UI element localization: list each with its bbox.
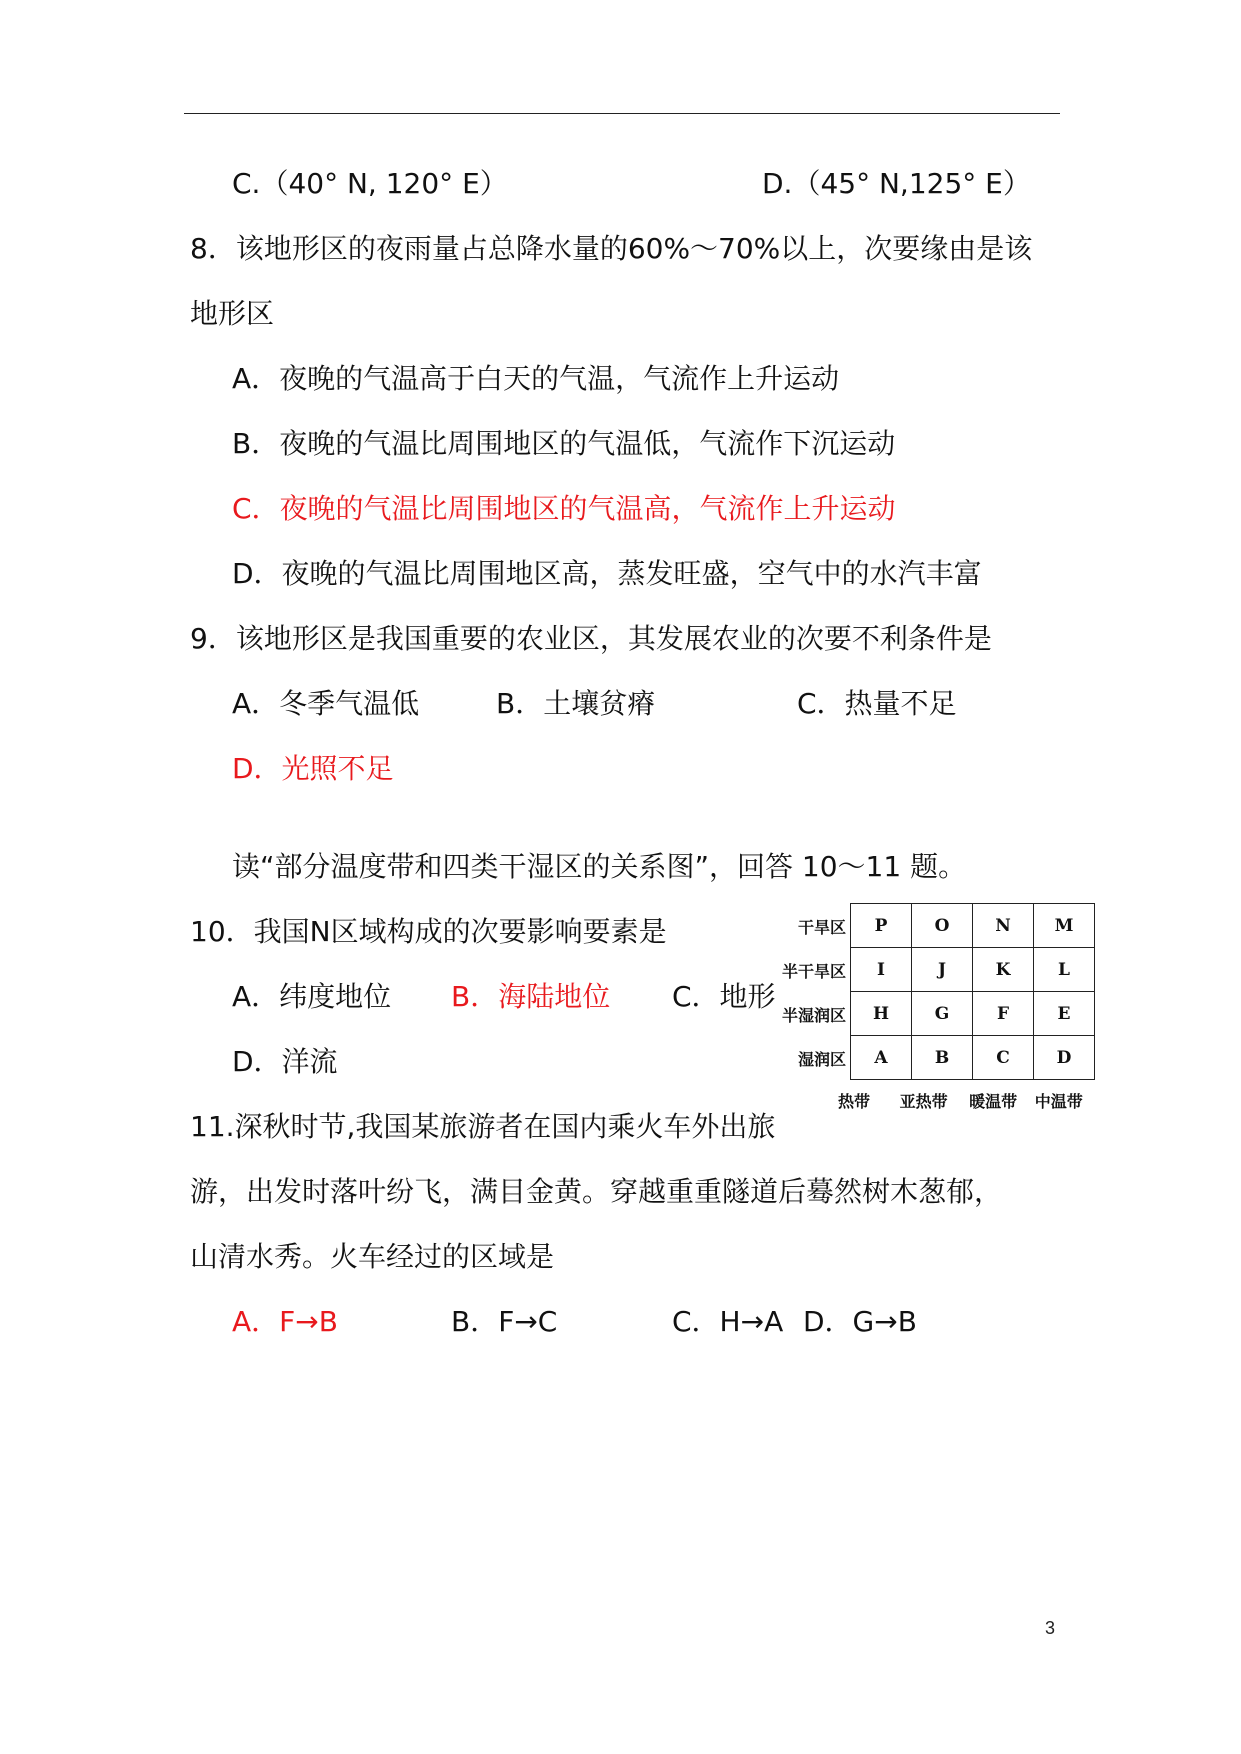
zone-grid xyxy=(850,903,1095,1080)
zone-row-humid xyxy=(851,1036,1095,1080)
q9-stem: 9．该地形区是我国重要的农业区，其发展农业的次要不利条件是 xyxy=(190,622,992,655)
q8-option-d: D．夜晚的气温比周围地区高，蒸发旺盛，空气中的水汽丰富 xyxy=(232,557,982,590)
q7-option-d: D.（45° N,125° E） xyxy=(762,167,1031,200)
q11-stem-line1: 11.深秋时节,我国某旅游者在国内乘火车外出旅 xyxy=(190,1110,776,1143)
q11-option-a-answer: A．F→B xyxy=(232,1305,338,1338)
zone-cell: M xyxy=(1034,904,1095,948)
zone-cell: C xyxy=(973,1036,1034,1080)
zone-cell: E xyxy=(1034,992,1095,1036)
col-label-subtropical: 亚热带 xyxy=(899,1092,948,1111)
q9-option-c: C．热量不足 xyxy=(797,687,957,720)
zone-cell: K xyxy=(973,948,1034,992)
zone-cell: A xyxy=(851,1036,912,1080)
row-label-semi-arid: 半干旱区 xyxy=(781,962,846,981)
q10-option-c: C．地形 xyxy=(672,980,776,1013)
zone-cell: N xyxy=(973,904,1034,948)
q10-option-d: D．洋流 xyxy=(232,1045,338,1078)
q11-stem-line3: 山清水秀。火车经过的区域是 xyxy=(190,1240,555,1273)
zone-row-arid xyxy=(851,904,1095,948)
q10-option-a: A．纬度地位 xyxy=(232,980,392,1013)
q7-option-c: C.（40° N, 120° E） xyxy=(232,167,508,200)
q8-option-c-answer: C．夜晚的气温比周围地区的气温高，气流作上升运动 xyxy=(232,492,896,525)
q8-option-a: A．夜晚的气温高于白天的气温，气流作上升运动 xyxy=(232,362,840,395)
zone-cell: L xyxy=(1034,948,1095,992)
header-rule xyxy=(184,113,1060,114)
column-labels xyxy=(838,1089,1093,1112)
zone-cell: I xyxy=(851,948,912,992)
row-label-semi-humid: 半湿润区 xyxy=(781,1006,846,1025)
col-label-warm-temperate: 暖温带 xyxy=(969,1092,1018,1111)
q9-option-a: A．冬季气温低 xyxy=(232,687,420,720)
q8-option-b: B．夜晚的气温比周围地区的气温低，气流作下沉运动 xyxy=(232,427,896,460)
zone-cell: G xyxy=(912,992,973,1036)
q10-stem: 10．我国N区域构成的次要影响要素是 xyxy=(190,915,667,948)
q9-option-b: B．土壤贫瘠 xyxy=(496,687,656,720)
zone-cell: O xyxy=(912,904,973,948)
zone-cell: F xyxy=(973,992,1034,1036)
col-label-mid-temperate: 中温带 xyxy=(1034,1092,1083,1111)
col-label-tropical: 热带 xyxy=(838,1092,871,1111)
zone-row-semi-humid xyxy=(851,992,1095,1036)
page-number: 3 xyxy=(1045,1618,1056,1638)
q11-option-b: B．F→C xyxy=(451,1305,558,1338)
zone-cell: B xyxy=(912,1036,973,1080)
q8-stem-line1: 8．该地形区的夜雨量占总降水量的60%～70%以上，次要缘由是该 xyxy=(190,232,1033,265)
q11-option-d: D．G→B xyxy=(803,1305,917,1338)
row-label-arid: 干旱区 xyxy=(797,918,846,937)
intro-instruction: 读“部分温度带和四类干湿区的关系图”，回答 10～11 题。 xyxy=(232,850,967,883)
zone-row-semi-arid xyxy=(851,948,1095,992)
q8-stem-line2: 地形区 xyxy=(190,297,275,330)
q11-option-c: C．H→A xyxy=(672,1305,784,1338)
zone-relationship-figure xyxy=(781,903,1095,1111)
q10-option-b-answer: B．海陆地位 xyxy=(451,980,611,1013)
q11-stem-line2: 游，出发时落叶纷飞，满目金黄。穿越重重隧道后蓦然树木葱郁， xyxy=(190,1175,1003,1208)
zone-cell: J xyxy=(912,948,973,992)
row-label-humid: 湿润区 xyxy=(797,1050,846,1069)
zone-cell: H xyxy=(851,992,912,1036)
zone-cell: P xyxy=(851,904,912,948)
q9-option-d-answer: D．光照不足 xyxy=(232,752,394,785)
zone-cell: D xyxy=(1034,1036,1095,1080)
